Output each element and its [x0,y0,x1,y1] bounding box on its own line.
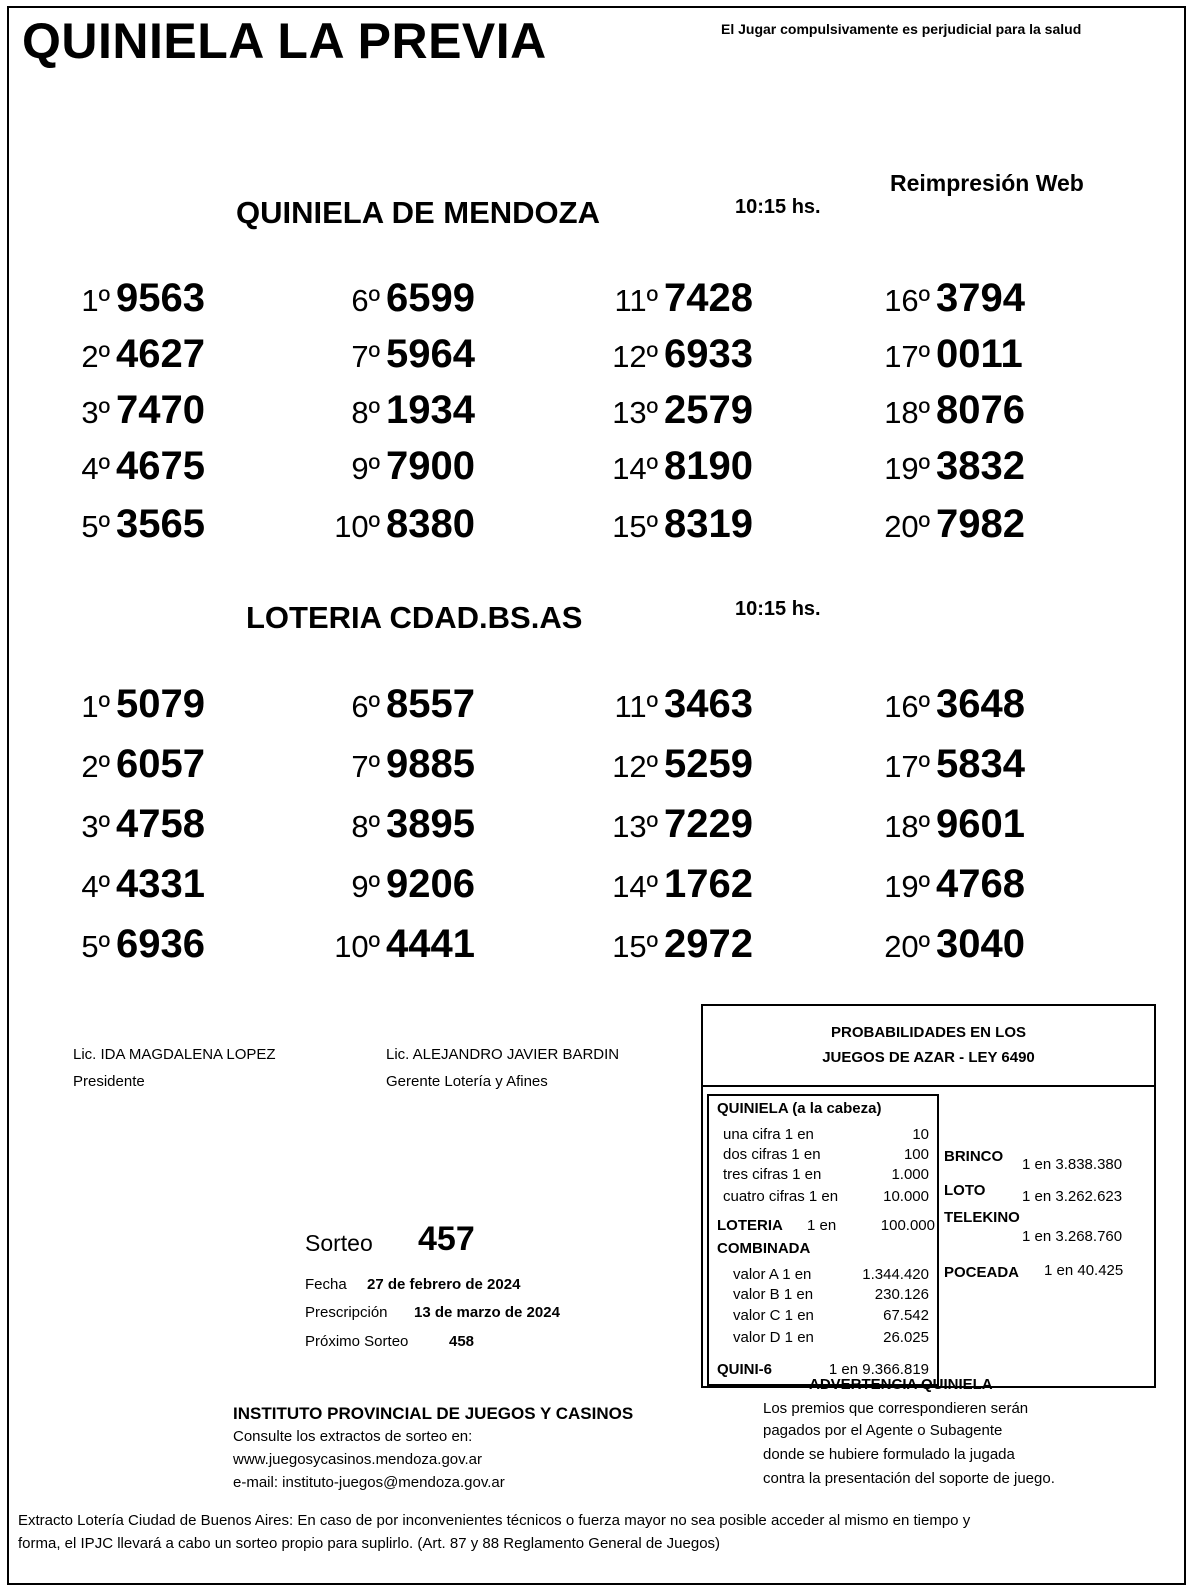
result-cell [603,334,753,377]
loteria-prob-mid: 1 en [807,1217,837,1234]
result-number: 8319 [664,502,753,546]
result-position: 18º [884,395,930,430]
reprint-label: Reimpresión Web [890,170,1084,196]
result-position: 2º [81,339,110,374]
result-number: 9885 [386,742,475,786]
result-cell [603,864,753,907]
result-number: 6599 [386,276,475,320]
prob-row-label: valor D 1 en [733,1329,814,1346]
institute-website: www.juegosycasinos.mendoza.gov.ar [233,1451,483,1468]
result-position: 11º [614,689,658,724]
result-number: 2579 [664,388,753,432]
result-cell [62,334,205,377]
result-position: 18º [884,809,930,844]
result-position: 1º [81,283,110,318]
result-number: 2972 [664,922,753,966]
advertencia-line: pagados por el Agente o Subagente [763,1422,1003,1439]
result-number: 1934 [386,388,475,432]
result-number: 9601 [936,802,1025,846]
prob-row-value: 10 [912,1126,929,1143]
section-time-mendoza: 10:15 hs. [735,196,821,218]
result-cell [875,278,1025,321]
result-cell [62,804,205,847]
result-number: 4758 [116,802,205,846]
quiniela-prob-title: QUINIELA (a la cabeza) [717,1100,882,1117]
sorteo-number: 457 [418,1220,475,1258]
result-position: 6º [351,689,380,724]
health-warning: El Jugar compulsivamente es perjudicial para la salud [721,21,1082,37]
prob-row-value: 230.126 [874,1286,929,1303]
result-cell [875,334,1023,377]
result-number: 9563 [116,276,205,320]
prob-row-value: 100 [903,1146,929,1163]
signature-role-2: Gerente Lotería y Afines [386,1073,548,1090]
section-title-mendoza: QUINIELA DE MENDOZA [236,195,600,230]
advertencia-line: contra la presentación del soporte de juego. [763,1470,1055,1487]
fecha-label: Fecha [305,1276,347,1293]
result-position: 15º [612,929,658,964]
result-position: 20º [884,929,930,964]
result-number: 6933 [664,332,753,376]
result-number: 7428 [664,276,753,320]
result-position: 19º [884,869,930,904]
result-cell [603,804,753,847]
result-position: 9º [351,869,380,904]
result-position: 9º [351,451,380,486]
result-position: 19º [884,451,930,486]
result-position: 10º [334,509,380,544]
result-number: 4675 [116,444,205,488]
prob-row-value: 67.542 [883,1307,929,1324]
prob-row-label: valor C 1 en [733,1307,814,1324]
probabilities-title-line2: JUEGOS DE AZAR - LEY 6490 [822,1049,1035,1066]
result-cell [62,744,205,787]
footer-note-line2: forma, el IPJC llevará a cabo un sorteo propio para suplirlo. (Art. 87 y 88 Reglamento General de Juegos) [18,1535,721,1552]
brinco-value: 1 en 3.838.380 [1022,1156,1123,1173]
prob-row-label: valor A 1 en [733,1266,812,1283]
result-cell [62,278,205,321]
result-position: 5º [81,929,110,964]
proximo-label: Próximo Sorteo [305,1333,409,1350]
result-number: 8190 [664,444,753,488]
result-number: 3648 [936,682,1025,726]
result-position: 3º [81,809,110,844]
result-position: 13º [612,809,658,844]
loto-label: LOTO [944,1182,986,1199]
result-cell [875,744,1025,787]
result-cell [332,804,475,847]
advertencia-title: ADVERTENCIA QUINIELA [809,1376,993,1393]
telekino-label: TELEKINO [944,1209,1020,1226]
result-cell [603,684,753,727]
result-number: 4331 [116,862,205,906]
result-position: 7º [351,339,380,374]
prob-row-value: 26.025 [883,1329,929,1346]
result-position: 2º [81,749,110,784]
page-title: QUINIELA LA PREVIA [22,13,547,69]
probabilities-title-line1: PROBABILIDADES EN LOS [830,1024,1026,1041]
result-number: 9206 [386,862,475,906]
advertencia-line: Los premios que correspondieren serán [763,1400,1029,1417]
result-number: 8557 [386,682,475,726]
fecha-value: 27 de febrero de 2024 [367,1276,521,1293]
brinco-label: BRINCO [944,1148,1004,1165]
result-cell [603,744,753,787]
loteria-prob-label: LOTERIA [717,1217,783,1234]
combinada-title: COMBINADA [717,1240,811,1257]
result-cell [875,504,1025,547]
result-position: 17º [884,749,930,784]
result-number: 7982 [936,502,1025,546]
quini6-value: 1 en 9.366.819 [828,1361,929,1378]
result-number: 7900 [386,444,475,488]
result-position: 16º [884,689,930,724]
result-position: 12º [612,339,658,374]
result-cell [62,504,205,547]
signature-role-1: Presidente [73,1073,145,1090]
result-cell [332,504,475,547]
result-cell [332,864,475,907]
result-cell [875,390,1025,433]
result-cell [603,924,753,967]
sorteo-label: Sorteo [305,1230,373,1256]
probabilities-left-panel [707,1094,939,1386]
result-cell [62,390,205,433]
result-position: 16º [884,283,930,318]
result-cell [875,924,1025,967]
result-number: 3895 [386,802,475,846]
result-number: 5079 [116,682,205,726]
result-position: 1º [81,689,110,724]
result-cell [603,504,753,547]
result-cell [62,684,205,727]
institute-name: INSTITUTO PROVINCIAL DE JUEGOS Y CASINOS [233,1404,634,1423]
prob-row-value: 1.344.420 [862,1266,929,1283]
result-position: 8º [351,395,380,430]
result-cell [62,924,205,967]
result-cell [603,278,753,321]
result-number: 3794 [936,276,1025,320]
result-number: 5834 [936,742,1025,786]
result-cell [875,864,1025,907]
result-position: 15º [612,509,658,544]
proximo-value: 458 [449,1333,475,1350]
section-time-loteria: 10:15 hs. [735,598,821,620]
prob-row-label: valor B 1 en [733,1286,814,1303]
prescripcion-label: Prescripción [305,1304,388,1321]
result-number: 5259 [664,742,753,786]
section-title-loteria: LOTERIA CDAD.BS.AS [246,600,583,635]
result-number: 4627 [116,332,205,376]
prob-row-label: tres cifras 1 en [723,1166,822,1183]
result-number: 3040 [936,922,1025,966]
result-cell [875,804,1025,847]
result-position: 13º [612,395,658,430]
result-cell [332,334,475,377]
result-position: 6º [351,283,380,318]
loto-value: 1 en 3.262.623 [1022,1188,1123,1205]
result-number: 4768 [936,862,1025,906]
result-position: 10º [334,929,380,964]
footer-note-line1: Extracto Lotería Ciudad de Buenos Aires: En caso de por inconvenientes técnicos o fuerza mayor no sea posible acceder al mismo en tiempo y [18,1512,971,1529]
result-position: 14º [612,451,658,486]
result-number: 3832 [936,444,1025,488]
result-number: 8076 [936,388,1025,432]
institute-line: Consulte los extractos de sorteo en: [233,1428,473,1445]
signature-name-2: Lic. ALEJANDRO JAVIER BARDIN [386,1046,620,1063]
institute-email: e-mail: instituto-juegos@mendoza.gov.ar [233,1474,505,1491]
result-cell [332,278,475,321]
result-number: 5964 [386,332,475,376]
loteria-prob-value: 100.000 [880,1217,935,1234]
result-position: 8º [351,809,380,844]
result-cell [332,924,475,967]
result-number: 1762 [664,862,753,906]
probabilities-title [703,1006,1154,1087]
result-cell [332,744,475,787]
result-cell [603,446,753,489]
result-number: 3565 [116,502,205,546]
result-number: 4441 [386,922,475,966]
result-position: 3º [81,395,110,430]
quini6-label: QUINI-6 [717,1361,773,1378]
prob-row-label: cuatro cifras 1 en [723,1188,839,1205]
result-position: 4º [81,451,110,486]
poceada-label: POCEADA [944,1264,1020,1281]
result-cell [62,446,205,489]
prob-row-label: dos cifras 1 en [723,1146,821,1163]
result-number: 6057 [116,742,205,786]
prob-row-value: 1.000 [891,1166,929,1183]
result-number: 7470 [116,388,205,432]
prescripcion-value: 13 de marzo de 2024 [414,1304,560,1321]
poceada-value: 1 en 40.425 [1044,1262,1124,1279]
result-cell [332,446,475,489]
result-cell [332,390,475,433]
telekino-value: 1 en 3.268.760 [1022,1228,1123,1245]
result-position: 7º [351,749,380,784]
prob-row-value: 10.000 [883,1188,929,1205]
signature-name-1: Lic. IDA MAGDALENA LOPEZ [73,1046,276,1063]
probabilities-box [701,1004,1156,1388]
result-position: 14º [612,869,658,904]
result-cell [875,446,1025,489]
result-number: 6936 [116,922,205,966]
result-number: 0011 [936,332,1023,376]
result-number: 7229 [664,802,753,846]
advertencia-line: donde se hubiere formulado la jugada [763,1446,1015,1463]
result-cell [603,390,753,433]
result-cell [62,864,205,907]
result-number: 8380 [386,502,475,546]
result-position: 17º [884,339,930,374]
prob-row-label: una cifra 1 en [723,1126,814,1143]
result-position: 20º [884,509,930,544]
result-number: 3463 [664,682,753,726]
result-cell [332,684,475,727]
result-position: 11º [614,283,658,318]
result-position: 4º [81,869,110,904]
result-position: 5º [81,509,110,544]
result-cell [875,684,1025,727]
result-position: 12º [612,749,658,784]
